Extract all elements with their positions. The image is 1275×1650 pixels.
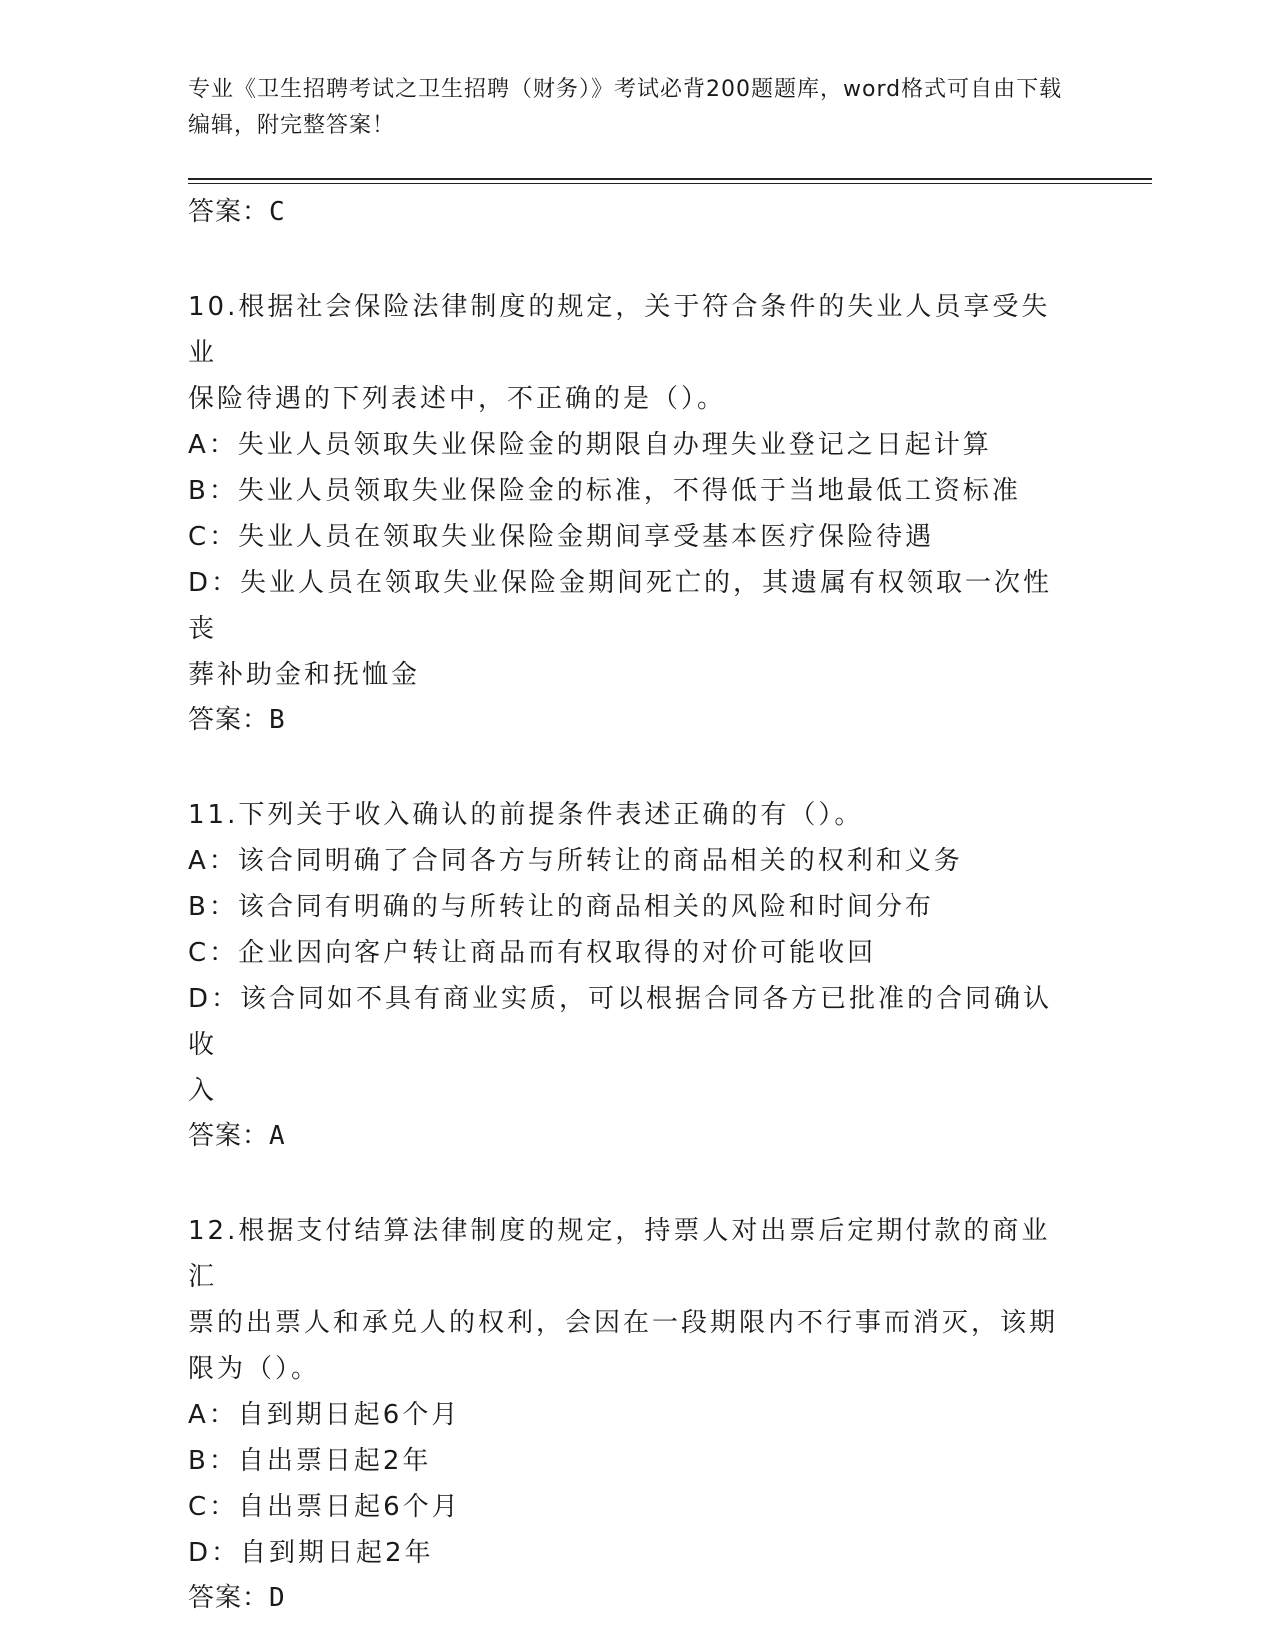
answer-line [188, 698, 1078, 742]
question-line: A：该合同明确了合同各方与所转让的商品相关的权利和义务 [188, 846, 963, 876]
answer-line [188, 1114, 1078, 1158]
question-line: C：自出票日起6个月 [188, 1492, 461, 1522]
answer-label: 答案： [188, 1121, 270, 1151]
question-stem: 12.根据支付结算法律制度的规定，持票人对出票后定期付款的商业汇 [188, 1216, 1051, 1292]
question-line: B：失业人员领取失业保险金的标准，不得低于当地最低工资标准 [188, 476, 1021, 506]
question-line: D：自到期日起2年 [188, 1538, 434, 1568]
question-block [188, 284, 1078, 742]
question-line: D：该合同如不具有商业实质，可以根据合同各方已批准的合同确认收 [188, 984, 1053, 1060]
header-rule-thick [188, 178, 1152, 180]
question-line: D：失业人员在领取失业保险金期间死亡的，其遗属有权领取一次性丧 [188, 568, 1053, 644]
answer-line [188, 1576, 1078, 1620]
question-line: B：该合同有明确的与所转让的商品相关的风险和时间分布 [188, 892, 934, 922]
header-rule-thin [188, 183, 1152, 184]
question-line: 票的出票人和承兑人的权利，会因在一段期限内不行事而消灭，该期 [188, 1308, 1059, 1338]
answer-value: D [269, 1583, 286, 1613]
question-line: C：企业因向客户转让商品而有权取得的对价可能收回 [188, 938, 877, 968]
question-line: A：失业人员领取失业保险金的期限自办理失业登记之日起计算 [188, 430, 992, 460]
answer-label: 答案： [188, 1583, 270, 1613]
question-stem: 10.根据社会保险法律制度的规定，关于符合条件的失业人员享受失业 [188, 292, 1051, 368]
question-line: C：失业人员在领取失业保险金期间享受基本医疗保险待遇 [188, 522, 935, 552]
answer-label: 答案： [188, 197, 270, 227]
answer-value: B [269, 705, 286, 735]
header-text: 专业《卫生招聘考试之卫生招聘（财务）》考试必背200题题库，word格式可自由下载编辑，附完整答案！ [188, 77, 1063, 138]
question-line: 限为（）。 [188, 1354, 321, 1384]
question-line: A：自到期日起6个月 [188, 1400, 461, 1430]
question-block [188, 792, 1078, 1158]
question-line: 葬补助金和抚恤金 [188, 660, 421, 690]
question-line: B：自出票日起2年 [188, 1446, 432, 1476]
question-list [188, 190, 1078, 1620]
page-header [188, 72, 1068, 144]
question-block [188, 1208, 1078, 1620]
answer-block [188, 190, 1078, 234]
answer-line [188, 190, 1078, 234]
question-line: 入 [188, 1076, 218, 1106]
answer-label: 答案： [188, 705, 270, 735]
question-line: 保险待遇的下列表述中，不正确的是（）。 [188, 384, 727, 414]
question-stem: 11.下列关于收入确认的前提条件表述正确的有（）。 [188, 800, 864, 830]
answer-value: A [269, 1121, 286, 1151]
answer-value: C [269, 197, 286, 227]
